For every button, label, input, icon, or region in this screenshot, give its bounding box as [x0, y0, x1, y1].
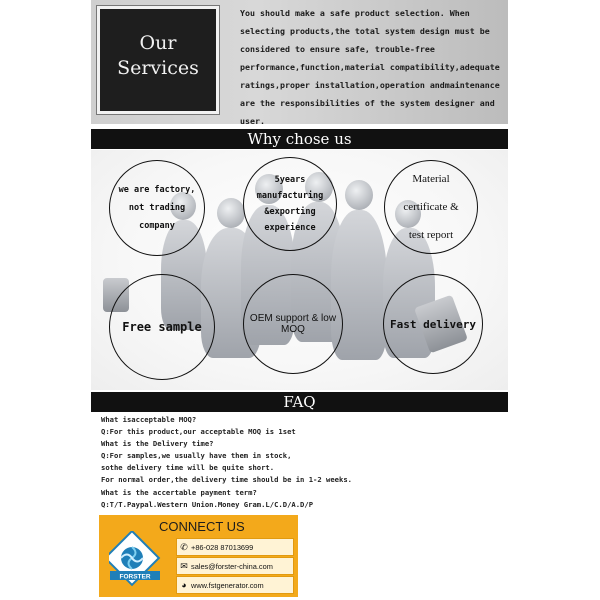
services-title: Our Services: [117, 32, 199, 79]
free-sample-text: Free sample: [122, 320, 202, 334]
services-title-box: [97, 6, 219, 114]
logo-text: FORSTER: [119, 573, 151, 581]
phone-text: +86-028 87013699: [191, 542, 254, 552]
faq-line: Q:For samples,we usually have them in stock,: [101, 451, 292, 461]
contact-box: [99, 515, 298, 597]
contact-title: CONNECT US: [159, 519, 245, 534]
factory-point-text: we are factory, not trading company: [118, 185, 196, 231]
oem-point-text: OEM support & low MOQ: [249, 313, 337, 335]
product-page: [91, 0, 508, 600]
why-section: [91, 150, 508, 390]
faq-line: What is the Delivery time?: [101, 439, 214, 449]
factory-point: [109, 160, 205, 256]
faq-line: sothe delivery time will be quite short.: [101, 463, 275, 473]
fast-delivery-text: Fast delivery: [389, 317, 477, 331]
mail-icon: ✉: [180, 560, 188, 571]
contact-details: [176, 538, 294, 595]
certificate-point: [384, 160, 478, 254]
contact-phone[interactable]: [176, 538, 294, 556]
experience-point: [243, 157, 337, 251]
free-sample-point: [109, 274, 215, 380]
faq-line: Q:For this product,our acceptable MOQ is 1set: [101, 427, 296, 437]
phone-icon: ✆: [180, 541, 188, 552]
faq-list: [101, 414, 501, 511]
email-text: sales@forster-china.com: [191, 561, 273, 571]
why-section-header: Why chose us: [91, 129, 508, 149]
contact-email[interactable]: [176, 557, 294, 575]
services-description: You should make a safe product selection. When selecting products,the total system design must be considered to ensure safe, trouble-free performance,function,material compatibility,adequate ratings,proper installation,operation andmaintenance are the responsibilities of the system designer and user.: [240, 8, 500, 126]
services-banner: [91, 0, 508, 124]
certificate-point-text: Material certificate & test report: [403, 173, 459, 241]
oem-point: [243, 274, 343, 374]
fast-delivery-point: [383, 274, 483, 374]
faq-line: For normal order,the delivery time should be in 1-2 weeks.: [101, 475, 352, 485]
globe-icon: ◕: [181, 580, 187, 590]
faq-line: Q:T/T.Paypal.Western Union.Money Gram.L/C.D/A.D/P: [101, 499, 314, 509]
contact-website[interactable]: [176, 576, 294, 594]
website-text: www.fstgenerator.com: [191, 580, 264, 590]
faq-line: What isacceptable MOQ?: [101, 415, 197, 424]
experience-point-text: 5years manufacturing &exporting experience: [256, 175, 324, 233]
forster-logo: [109, 531, 164, 588]
faq-section-header: FAQ: [91, 392, 508, 412]
faq-line: What is the accertable payment term?: [101, 487, 257, 497]
